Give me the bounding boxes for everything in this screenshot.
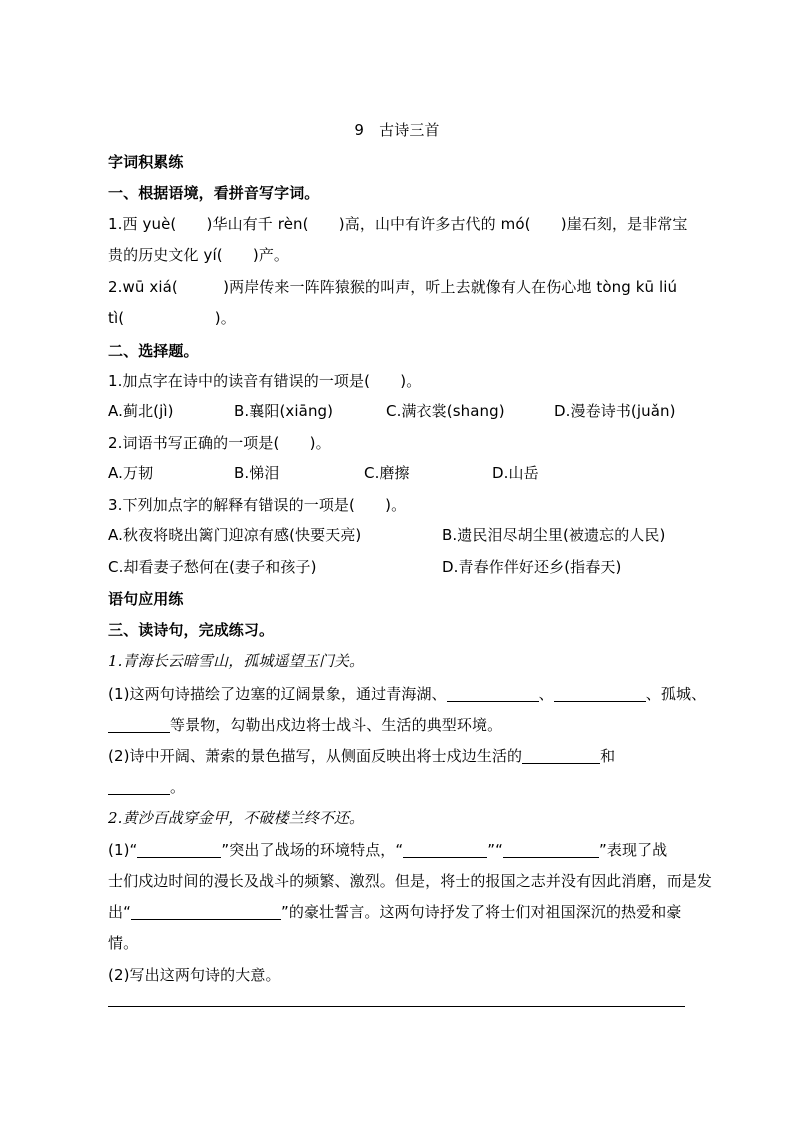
poem-1-q1-line-1 [108,684,722,704]
section-heading-sentence: 语句应用练 [108,590,184,608]
poem-1-q2-line-1 [108,746,722,766]
poem-1-q1-line-2 [108,715,722,735]
text: ”表现了战 [599,841,668,859]
question-2-item-1: 1.加点字在诗中的读音有错误的一项是( )。 [108,372,422,390]
option-b: B.遗民泪尽胡尘里(被遗忘的人民) [442,526,666,544]
question-1-item-1-line-2: 贵的历史文化 yí( )产。 [108,246,290,264]
answer-blank[interactable] [522,747,600,764]
question-1-item-2-line-1: 2.wū xiá( )两岸传来一阵阵猿猴的叫声，听上去就像有人在伤心地 tòng kū liú [108,278,678,296]
section-heading-vocabulary: 字词积累练 [108,153,184,171]
poem-2-q1-line-1 [108,840,722,860]
page-title: 9 古诗三首 [354,121,440,139]
text: ”突出了战场的环境特点，“ [221,841,404,859]
option-a: A.秋夜将晓出篱门迎凉有感(快要天亮) [108,526,362,544]
option-b: B.悌泪 [234,464,280,482]
option-a: A.蓟北(jì) [108,402,174,420]
answer-blank[interactable] [108,778,170,795]
answer-blank[interactable] [503,841,599,858]
answer-blank[interactable] [554,685,646,702]
poem-1: 1.青海长云暗雪山，孤城遥望玉门关。 [108,652,365,670]
option-d: D.漫卷诗书(juǎn) [554,402,676,420]
question-2-item-2-options [108,463,722,483]
text: (1)这两句诗描绘了边塞的辽阔景象，通过青海湖、 [108,685,447,703]
text: (2)诗中开阔、萧索的景色描写，从侧面反映出将士戍边生活的 [108,747,523,765]
poem-1-q2-line-2 [108,777,722,797]
text: 等景物，勾勒出戍边将士战斗、生活的典型环境。 [170,716,503,734]
option-c: C.却看妻子愁何在(妻子和孩子) [108,558,317,576]
option-d: D.山岳 [492,464,539,482]
text: 、孤城、 [645,685,707,703]
poem-2-q1-line-3 [108,902,722,922]
question-2-item-3: 3.下列加点字的解释有错误的一项是( )。 [108,496,407,514]
text: 和 [600,747,616,765]
option-c: C.磨擦 [364,464,410,482]
option-d: D.青春作伴好还乡(指春天) [442,558,622,576]
question-2-item-3-options-row-1 [108,525,722,545]
answer-blank[interactable] [403,841,487,858]
poem-2-q2: (2)写出这两句诗的大意。 [108,966,281,984]
question-2-header: 二、选择题。 [108,342,199,360]
answer-line[interactable] [108,1006,685,1007]
question-3-header: 三、读诗句，完成练习。 [108,621,275,639]
answer-blank[interactable] [137,841,221,858]
question-2-item-2: 2.词语书写正确的一项是( )。 [108,434,331,452]
poem-2: 2.黄沙百战穿金甲，不破楼兰终不还。 [108,809,365,827]
question-1-item-1-line-1 [108,214,722,234]
question-1-header: 一、根据语境，看拼音写字词。 [108,184,320,202]
question-1-item-2-line-2: tì( )。 [108,309,236,327]
q1-1-text: 1.西 yuè( )华山有千 rèn( )高，山中有许多古代的 mó( )崖石刻，是非常宝 [108,215,688,233]
option-b: B.襄阳(xiāng) [234,402,334,420]
question-2-item-3-options-row-2 [108,557,722,577]
option-c: C.满衣裳(shang) [386,402,505,420]
poem-2-q1-line-2: 士们戍边时间的漫长及战斗的频繁、激烈。但是，将士的报国之志并没有因此消磨，而是发 [108,872,713,890]
text: 、 [538,685,554,703]
text: ”“ [487,841,504,859]
text: 出“ [108,903,131,921]
answer-blank[interactable] [447,685,539,702]
answer-blank[interactable] [131,903,281,920]
question-2-item-1-options [108,401,722,421]
text: ”的豪壮誓言。这两句诗抒发了将士们对祖国深沉的热爱和豪 [280,903,682,921]
poem-2-q1-line-4: 情。 [108,934,139,952]
text: (1)“ [108,841,138,859]
text: 。 [170,778,186,796]
answer-blank[interactable] [108,716,170,733]
option-a: A.万韧 [108,464,154,482]
